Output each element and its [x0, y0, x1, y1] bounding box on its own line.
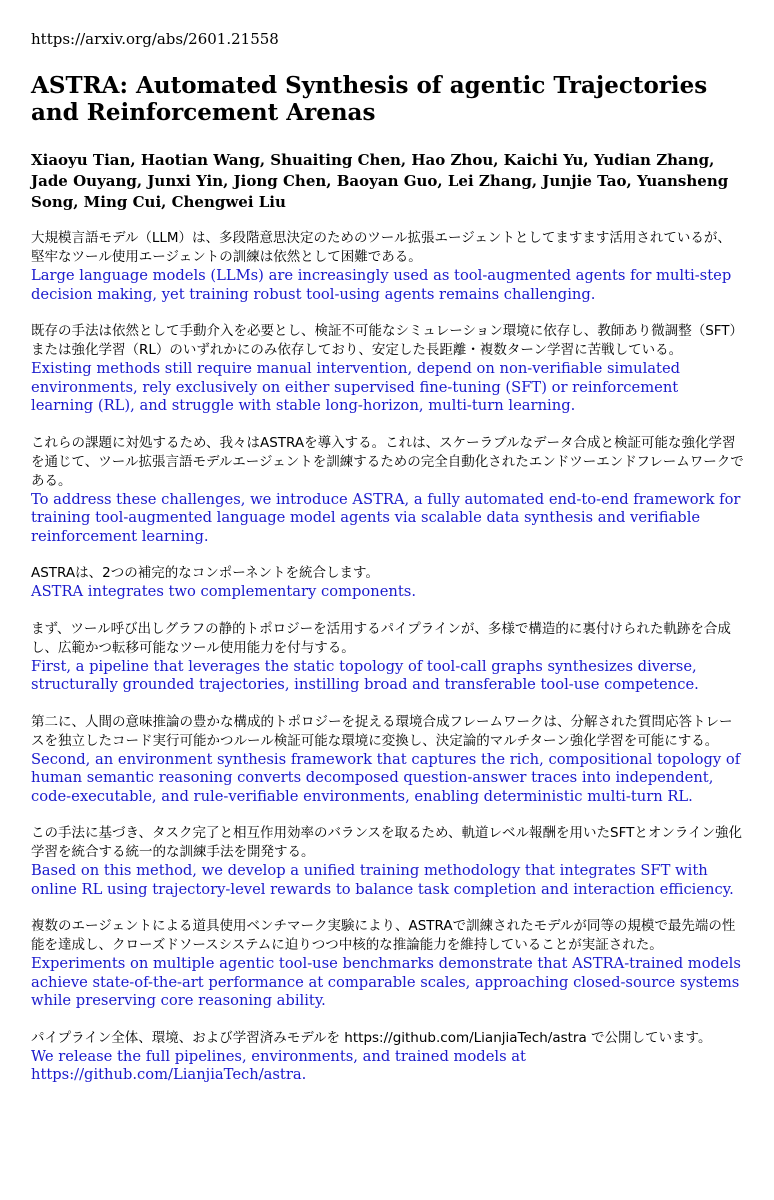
paper-title: ASTRA: Automated Synthesis of agentic Trajectories and Reinforcement Arenas	[31, 72, 708, 126]
english-text: Large language models (LLMs) are increasingly used as tool-augmented agents for multi-step decision making, yet training robust tool-using agents remains challenging.	[31, 267, 732, 303]
abstract-paragraph	[31, 229, 744, 304]
japanese-text: まず、ツール呼び出しグラフの静的トポロジーを活用するパイプラインが、多様で構造的に裏付けられた軌跡を合成し、広範かつ転移可能なツール使用能力を付与する。	[31, 620, 731, 656]
english-text: First, a pipeline that leverages the static topology of tool-call graphs synthesizes diverse, structurally grounded trajectories, instilling broad and transferable tool-use competence.	[31, 657, 699, 693]
english-text: ASTRA integrates two complementary components.	[31, 583, 416, 600]
abstract-paragraph	[31, 322, 744, 416]
japanese-text: この手法に基づき、タスク完了と相互作用効率のバランスを取るため、軌道レベル報酬を用いたSFTとオンライン強化学習を統合する統一的な訓練手法を開発する。	[31, 825, 742, 860]
arxiv-url[interactable]: https://arxiv.org/abs/2601.21558	[31, 30, 279, 48]
japanese-text: パイプライン全体、環境、および学習済みモデルを https://github.com/LianjiaTech/astra で公開しています。	[31, 1029, 712, 1046]
english-text: Based on this method, we develop a unified training methodology that integrates SFT with online RL using trajectory-level rewards to balance task completion and interaction efficiency.	[31, 862, 734, 898]
japanese-text: 大規模言語モデル（LLM）は、多段階意思決定のためのツール拡張エージェントとしてますます活用されているが、堅牢なツール使用エージェントの訓練は依然として困難である。	[31, 230, 731, 265]
abstract-paragraph	[31, 620, 744, 695]
japanese-text: ASTRAは、2つの補完的なコンポーネントを統合します。	[31, 565, 379, 581]
abstract-paragraph	[31, 564, 744, 602]
japanese-text: 複数のエージェントによる道具使用ベンチマーク実験により、ASTRAで訓練されたモデルが同等の規模で最先端の性能を達成し、クローズドソースシステムに迫りつつ中核的な推論能力を維持していることが実証された。	[31, 918, 736, 953]
abstract-paragraph	[31, 1029, 744, 1085]
japanese-text: 既存の手法は依然として手動介入を必要とし、検証不可能なシミュレーション環境に依存し、教師あり微調整（SFT）または強化学習（RL）のいずれかにのみ依存しており、安定した長距離・複数ターン学習に苦戦している。	[31, 323, 744, 358]
japanese-text: 第二に、人間の意味推論の豊かな構成的トポロジーを捉える環境合成フレームワークは、分解された質問応答トレースを独立したコード実行可能かつルール検証可能な環境に変換し、決定論的マルチターン強化学習を可能にする。	[31, 713, 733, 749]
abstract-paragraph	[31, 713, 744, 807]
japanese-text: これらの課題に対処するため、我々はASTRAを導入する。これは、スケーラブルなデータ合成と検証可能な強化学習を通じて、ツール拡張言語モデルエージェントを訓練するための完全自動化されたエンドツーエンドフレームワークである。	[31, 434, 744, 489]
english-text: To address these challenges, we introduce ASTRA, a fully automated end-to-end framework for training tool-augmented language model agents via scalable data synthesis and verifiable reinforcement learning.	[31, 490, 741, 545]
english-text: Existing methods still require manual intervention, depend on non-verifiable simulated environments, rely exclusively on either supervised fine-tuning (SFT) or reinforcement learning (RL), and struggle with stable long-horizon, multi-turn learning.	[31, 360, 681, 414]
author-list: Xiaoyu Tian, Haotian Wang, Shuaiting Chen, Hao Zhou, Kaichi Yu, Yudian Zhang, Jade Ouyang, Junxi Yin, Jiong Chen, Baoyan Guo, Lei Zhang, Junjie Tao, Yuansheng Song, Ming Cui, Chengwei Liu	[31, 151, 729, 211]
abstract-paragraph	[31, 917, 744, 1011]
english-text: We release the full pipelines, environments, and trained models at https://github.com/LianjiaTech/astra.	[31, 1047, 526, 1083]
abstract-paragraph	[31, 824, 744, 899]
english-text: Experiments on multiple agentic tool-use benchmarks demonstrate that ASTRA-trained models achieve state-of-the-art performance at comparable scales, approaching closed-source systems while preserving core reasoning ability.	[31, 955, 741, 1009]
abstract-paragraph	[31, 434, 744, 547]
english-text: Second, an environment synthesis framework that captures the rich, compositional topology of human semantic reasoning converts decomposed question-answer traces into independent, code-executable, and rule-verifiable environments, enabling deterministic multi-turn RL.	[31, 750, 741, 805]
